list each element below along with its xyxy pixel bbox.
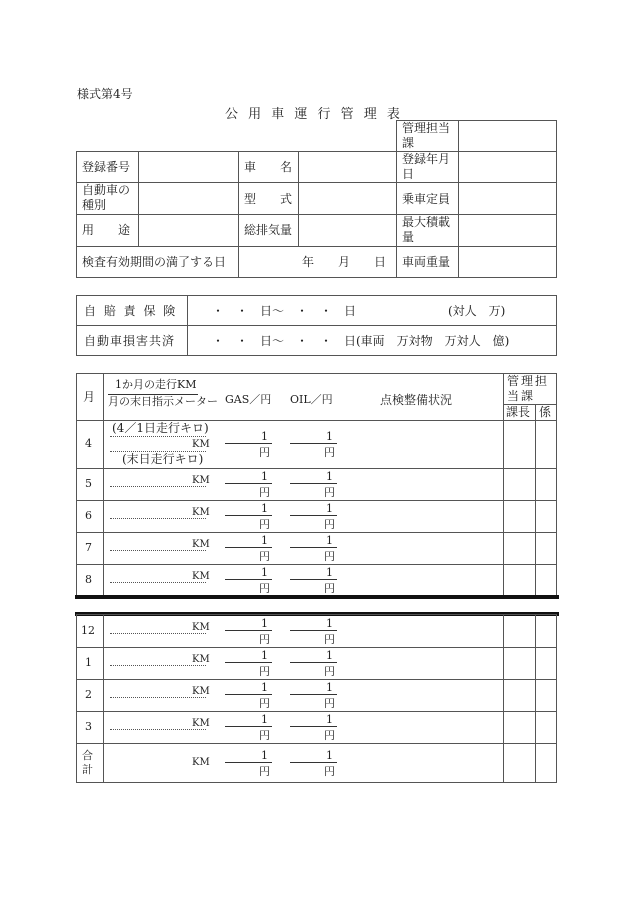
gas-fraction (225, 713, 272, 741)
model-label: 型 式 (244, 192, 293, 206)
gas-fraction (225, 430, 272, 458)
inspection-expiry-label: 検査有効期間の満了する日 (82, 255, 227, 269)
registration-number-label: 登録番号 (82, 160, 131, 174)
gas-fraction (225, 749, 272, 777)
row-divider (76, 743, 557, 744)
month-cell: 12 (81, 624, 95, 637)
header-chief: 課長 (506, 405, 531, 419)
month-cell: 8 (85, 572, 92, 586)
first-day-km-label: (4／1日走行キロ) (112, 421, 209, 435)
registration-date-label: 登録年月日 (402, 152, 451, 181)
oil-fraction (290, 566, 337, 594)
fraction-numerator: 1 (326, 566, 333, 579)
row-divider (76, 711, 557, 712)
km-unit: KM (192, 507, 210, 518)
yen-unit: 円 (324, 518, 335, 531)
yen-unit: 円 (259, 764, 270, 778)
km-unit: KM (192, 475, 210, 486)
oil-fraction (290, 649, 337, 677)
month-cell: 4 (85, 437, 92, 450)
header-dept: 管理担当課 (507, 374, 550, 403)
yen-unit: 円 (259, 486, 270, 499)
form-number: 様式第4号 (77, 87, 133, 101)
fraction-numerator: 1 (261, 470, 268, 483)
header-staff: 係 (539, 405, 552, 419)
gas-fraction (225, 566, 272, 594)
gas-fraction (225, 617, 272, 645)
km-unit: KM (192, 622, 210, 633)
vehicle-weight-label: 車両重量 (402, 255, 451, 269)
oil-fraction (290, 470, 337, 498)
row-divider (76, 532, 557, 533)
fraction-numerator: 1 (326, 649, 333, 662)
header-month: 月 (83, 390, 96, 404)
yen-unit: 円 (259, 582, 270, 595)
month-cell: 5 (85, 477, 92, 490)
fraction-numerator: 1 (326, 502, 333, 515)
km-unit: KM (192, 439, 210, 450)
jibaiseki-coverage: (対人 万) (448, 304, 506, 318)
km-unit: KM (192, 654, 210, 665)
month-cell: 合計 (82, 748, 93, 776)
fraction-numerator: 1 (326, 748, 333, 762)
vehicle-type-label: 自動車の種別 (82, 183, 131, 212)
fraction-numerator: 1 (326, 617, 333, 630)
row-divider (76, 564, 557, 565)
yen-unit: 円 (259, 550, 270, 563)
yen-unit: 円 (259, 446, 270, 459)
fraction-numerator: 1 (326, 713, 333, 726)
oil-fraction (290, 534, 337, 562)
fraction-numerator: 1 (326, 470, 333, 483)
km-unit: KM (192, 539, 210, 550)
jibaiseki-label: 自 賠 責 保 険 (84, 304, 178, 318)
month-cell: 2 (85, 688, 92, 701)
oil-fraction (290, 749, 337, 777)
yen-unit: 円 (324, 550, 335, 563)
gas-fraction (225, 534, 272, 562)
fraction-numerator: 1 (326, 430, 333, 443)
fraction-numerator: 1 (261, 713, 268, 726)
fraction-numerator: 1 (261, 681, 268, 694)
row-divider (76, 647, 557, 648)
header-inspection: 点検整備状況 (380, 393, 453, 407)
month-cell: 1 (85, 656, 92, 669)
yen-unit: 円 (324, 633, 335, 646)
gas-fraction (225, 502, 272, 530)
yen-unit: 円 (324, 729, 335, 742)
kyosai-period: ・ ・ 日～ ・ ・ 日(車両 万対物 万対人 億) (212, 334, 510, 348)
yen-unit: 円 (259, 729, 270, 742)
oil-fraction (290, 681, 337, 709)
fraction-numerator: 1 (261, 566, 268, 579)
yen-unit: 円 (324, 446, 335, 459)
fraction-numerator: 1 (261, 502, 268, 515)
header-km-top: 1か月の走行KM (115, 378, 197, 391)
fraction-numerator: 1 (326, 534, 333, 547)
gas-fraction (225, 681, 272, 709)
month-cell: 3 (85, 720, 92, 733)
km-unit: KM (192, 718, 210, 729)
max-load-label: 最大積載量 (402, 215, 451, 244)
km-unit: KM (192, 571, 210, 582)
km-unit: KM (192, 686, 210, 697)
car-name-label: 車 名 (244, 160, 293, 174)
displacement-label: 総排気量 (244, 223, 293, 237)
usage-label: 用 途 (82, 223, 131, 237)
yen-unit: 円 (324, 764, 335, 778)
header-gas: GAS／円 (225, 393, 272, 406)
row-divider (76, 500, 557, 501)
capacity-label: 乗車定員 (402, 192, 451, 206)
page-title: 公 用 車 運 行 管 理 表 (225, 107, 403, 122)
yen-unit: 円 (324, 582, 335, 595)
header-km-bottom: 月の末日指示メーター (108, 395, 218, 408)
dept-label: 管理担当課 (402, 121, 451, 150)
oil-fraction (290, 713, 337, 741)
last-day-km-label: (末日走行キロ) (122, 452, 204, 466)
km-unit: KM (192, 756, 210, 768)
oil-fraction (290, 430, 337, 458)
inspection-expiry-date: 年 月 日 (302, 255, 387, 269)
kyosai-label: 自動車損害共済 (84, 334, 176, 348)
jibaiseki-period: ・ ・ 日～ ・ ・ 日 (212, 304, 357, 318)
oil-fraction (290, 617, 337, 645)
fraction-numerator: 1 (261, 617, 268, 630)
fraction-numerator: 1 (261, 430, 268, 443)
oil-fraction (290, 502, 337, 530)
fraction-numerator: 1 (326, 681, 333, 694)
fraction-numerator: 1 (261, 534, 268, 547)
yen-unit: 円 (259, 697, 270, 710)
gas-fraction (225, 649, 272, 677)
gas-fraction (225, 470, 272, 498)
yen-unit: 円 (259, 518, 270, 531)
yen-unit: 円 (259, 633, 270, 646)
yen-unit: 円 (259, 665, 270, 678)
yen-unit: 円 (324, 486, 335, 499)
header-oil: OIL／円 (290, 393, 333, 406)
yen-unit: 円 (324, 665, 335, 678)
yen-unit: 円 (324, 697, 335, 710)
row-divider (76, 679, 557, 680)
month-cell: 6 (85, 509, 92, 522)
month-cell: 7 (85, 541, 92, 554)
row-divider (76, 468, 557, 469)
fraction-numerator: 1 (261, 649, 268, 662)
fraction-numerator: 1 (261, 748, 268, 762)
